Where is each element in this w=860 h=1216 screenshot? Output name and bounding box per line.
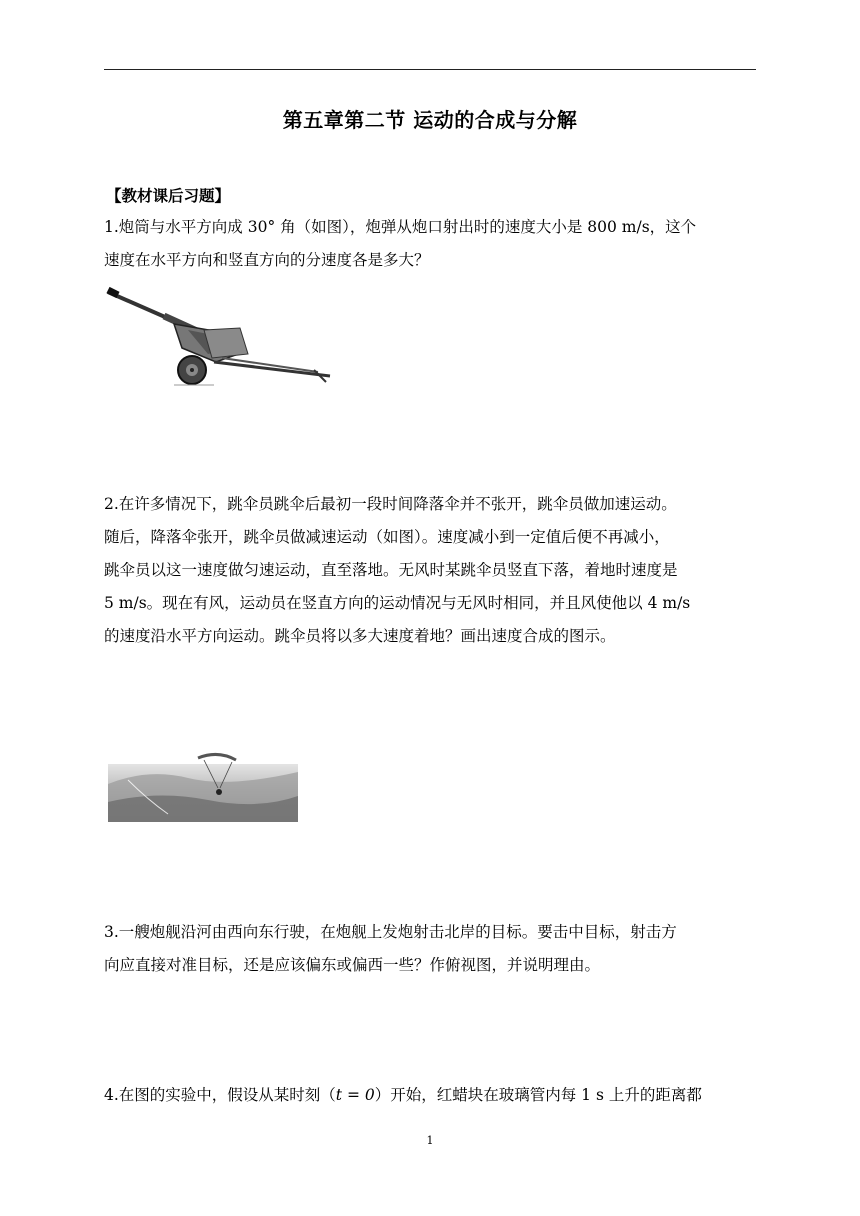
question-2-line-3: 跳伞员以这一速度做匀速运动，直至落地。无风时某跳伞员竖直下落，着地时速度是 bbox=[104, 561, 678, 579]
page-title: 第五章第二节 运动的合成与分解 bbox=[282, 108, 578, 132]
question-1-line-2: 速度在水平方向和竖直方向的分速度各是多大？ bbox=[104, 251, 430, 269]
question-4-suffix: ）开始，红蜡块在玻璃管内每 1 s 上升的距离都 bbox=[374, 1086, 702, 1104]
question-4 bbox=[104, 1079, 758, 1112]
question-3-line-1: 3.一艘炮舰沿河由西向东行驶，在炮舰上发炮射击北岸的目标。要击中目标，射击方 bbox=[104, 923, 677, 941]
header-rule bbox=[104, 69, 756, 70]
question-4-line-1 bbox=[104, 1079, 758, 1112]
question-3-line-2: 向应直接对准目标，还是应该偏东或偏西一些？作俯视图，并说明理由。 bbox=[104, 956, 601, 974]
parachute-figure bbox=[108, 750, 298, 822]
cannon-figure bbox=[104, 282, 336, 392]
question-1-line-1: 1.炮筒与水平方向成 30° 角（如图），炮弹从炮口射出时的速度大小是 800 m/s，这个 bbox=[104, 218, 697, 236]
question-1 bbox=[104, 211, 758, 277]
question-3 bbox=[104, 916, 758, 982]
page-number: 1 bbox=[426, 1134, 434, 1147]
question-4-math: t = 0 bbox=[335, 1086, 375, 1104]
section-heading: 【教材课后习题】 bbox=[106, 187, 231, 205]
question-4-prefix: 4.在图的实验中，假设从某时刻（ bbox=[104, 1086, 336, 1104]
question-2-line-4: 5 m/s。现在有风，运动员在竖直方向的运动情况与无风时相同，并且风使他以 4 m/s bbox=[104, 594, 691, 612]
question-2-line-1: 2.在许多情况下，跳伞员跳伞后最初一段时间降落伞并不张开，跳伞员做加速运动。 bbox=[104, 495, 677, 513]
question-2-line-5: 的速度沿水平方向运动。跳伞员将以多大速度着地？画出速度合成的图示。 bbox=[104, 627, 616, 645]
question-2-line-2: 随后，降落伞张开，跳伞员做减速运动（如图）。速度减小到一定值后便不再减小， bbox=[104, 528, 670, 546]
question-2 bbox=[104, 488, 758, 653]
